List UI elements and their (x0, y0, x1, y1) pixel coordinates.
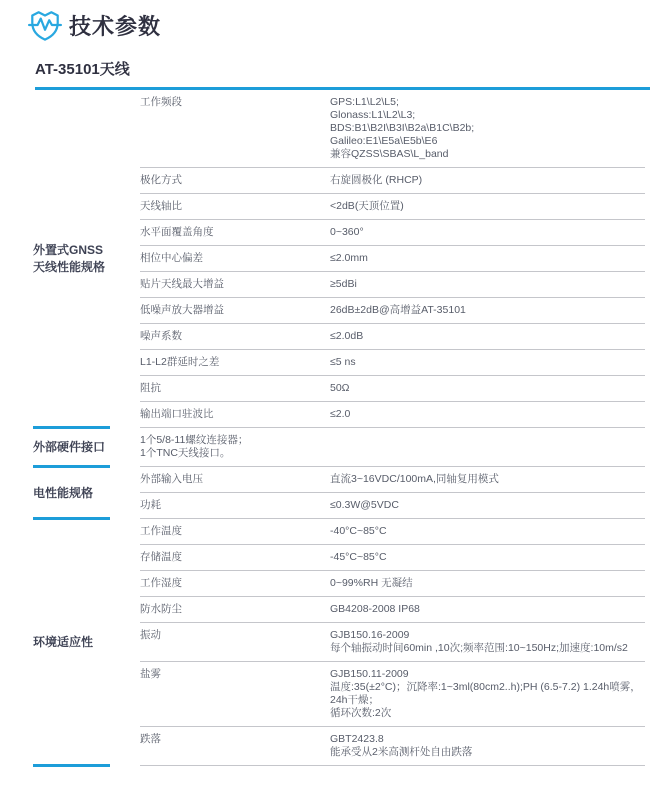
section-label-line: 外置式GNSS (33, 243, 104, 257)
spec-name: 相位中心偏差 (140, 252, 203, 264)
spec-name: 工作湿度 (140, 577, 182, 589)
spec-row (140, 545, 645, 571)
spec-row (140, 90, 645, 168)
spec-value-line: 1个5/8-11螺纹连接器； (140, 434, 249, 446)
spec-value-line: ≤2.0dB (330, 330, 364, 342)
spec-name: 贴片天线最大增益 (140, 278, 224, 290)
spec-value-line: 每个轴振动时间60min ,10次;频率范围:10~150Hz;加速度:10m/s2 (330, 642, 628, 654)
spec-value-line: ≤5 ns (330, 356, 356, 368)
spec-value-line: GB4208-2008 IP68 (330, 603, 420, 615)
spec-row (140, 727, 645, 766)
shield-pulse-icon (28, 7, 62, 43)
spec-value-line: Galileo:E1\E5a\E5b\E6 (330, 135, 438, 147)
spec-value (330, 551, 645, 564)
spec-value (330, 96, 645, 161)
spec-row (140, 246, 645, 272)
spec-name: 天线轴比 (140, 200, 182, 212)
spec-value (330, 278, 645, 291)
spec-value-line: ≥5dBi (330, 278, 357, 290)
spec-value (330, 252, 645, 265)
section-rows (140, 519, 645, 766)
spec-name: 噪声系数 (140, 330, 182, 342)
spec-value-line: 0~360° (330, 226, 364, 238)
section-sidebar (33, 519, 140, 766)
spec-value (330, 200, 645, 213)
section-rows (140, 428, 645, 467)
spec-value (330, 603, 645, 616)
spec-name: 极化方式 (140, 174, 182, 186)
spec-value (330, 473, 645, 486)
spec-name: 工作温度 (140, 525, 182, 537)
spec-value (330, 356, 645, 369)
spec-row (140, 194, 645, 220)
spec-name: 阻抗 (140, 382, 161, 394)
spec-value (330, 330, 645, 343)
spec-value-line: 26dB±2dB@高增益AT-35101 (330, 304, 466, 316)
spec-value-line: ≤2.0 (330, 408, 351, 420)
spec-value (330, 304, 645, 317)
spec-name: 工作频段 (140, 96, 182, 108)
section-label-line: 外部硬件接口 (33, 440, 106, 454)
spec-value-line: 能承受从2米高测杆处自由跌落 (330, 746, 473, 758)
spec-name: 盐雾 (140, 668, 161, 680)
section-label (33, 242, 140, 276)
section-label (33, 439, 140, 456)
spec-value-line: <2dB(天顶位置) (330, 200, 404, 212)
spec-row (140, 662, 645, 727)
spec-row (140, 402, 645, 428)
section-sidebar (33, 90, 140, 428)
spec-value-line: 右旋圆极化 (RHCP) (330, 174, 423, 186)
spec-value-line: 温度:35(±2°C)；沉降率:1~3ml(80cm2..h);PH (6.5-7.2) 1.24h喷雾， (330, 681, 641, 693)
spec-name: 水平面覆盖角度 (140, 226, 214, 238)
spec-row (140, 597, 645, 623)
spec-value-line: GJB150.11-2009 (330, 668, 409, 680)
spec-value (330, 525, 645, 538)
section-sidebar (33, 428, 140, 467)
spec-value-line: 循环次数:2次 (330, 707, 392, 719)
page-title: 技术参数 (69, 13, 162, 39)
spec-value (330, 577, 645, 590)
spec-value-line: GBT2423.8 (330, 733, 384, 745)
section-sidebar (33, 467, 140, 519)
spec-value (330, 174, 645, 187)
spec-name: 低噪声放大器增益 (140, 304, 224, 316)
spec-table (33, 90, 645, 766)
spec-row (140, 376, 645, 402)
spec-section (33, 428, 645, 467)
spec-value-line: -45°C~85°C (330, 551, 387, 563)
spec-value-line: GPS:L1\L2\L5; (330, 96, 399, 108)
spec-value (330, 629, 645, 655)
spec-name: 跌落 (140, 733, 161, 745)
section-label (33, 634, 140, 651)
spec-value-line: -40°C~85°C (330, 525, 387, 537)
spec-name: 防水防尘 (140, 603, 182, 615)
spec-value-line: 0~99%RH 无凝结 (330, 577, 413, 589)
spec-row (140, 220, 645, 246)
page-header (28, 7, 663, 43)
section-divider (33, 764, 110, 767)
spec-section (33, 467, 645, 519)
section-label-line: 电性能规格 (33, 485, 94, 500)
spec-name: 振动 (140, 629, 161, 641)
spec-value-line: 1个TNC天线接口。 (140, 447, 231, 459)
spec-row (140, 272, 645, 298)
spec-value-line: 24h干燥； (330, 694, 380, 706)
section-rows (140, 90, 645, 428)
spec-value (330, 382, 645, 395)
spec-value (330, 668, 645, 720)
spec-name: 功耗 (140, 499, 161, 511)
spec-value-line: GJB150.16-2009 (330, 629, 410, 641)
spec-value (140, 434, 645, 460)
spec-value-line: 50Ω (330, 382, 350, 394)
spec-value (330, 408, 645, 421)
spec-value-line: ≤2.0mm (330, 252, 368, 264)
spec-row (140, 623, 645, 662)
product-name: AT-35101天线 (35, 61, 130, 78)
spec-row (140, 350, 645, 376)
section-label (33, 485, 140, 502)
spec-section (33, 519, 645, 766)
section-label-line: 天线性能规格 (33, 260, 106, 274)
spec-value-line: 兼容QZSS\SBAS\L_band (330, 148, 449, 160)
spec-value (330, 499, 645, 512)
spec-value (330, 733, 645, 759)
spec-name: 外部输入电压 (140, 473, 203, 485)
spec-name: 存储温度 (140, 551, 182, 563)
spec-name: 输出端口驻波比 (140, 408, 214, 420)
spec-row (140, 467, 645, 493)
spec-value (330, 226, 645, 239)
spec-value-line: BDS:B1\B2I\B3I\B2a\B1C\B2b; (330, 122, 475, 134)
section-rows (140, 467, 645, 519)
spec-row (140, 168, 645, 194)
spec-row (140, 571, 645, 597)
spec-row (140, 519, 645, 545)
spec-row (140, 428, 645, 467)
spec-name: L1-L2群延时之差 (140, 356, 220, 368)
section-label-line: 环境适应性 (33, 635, 94, 649)
spec-value-line: ≤0.3W@5VDC (330, 499, 399, 511)
spec-row (140, 298, 645, 324)
spec-section (33, 90, 645, 428)
spec-row (140, 324, 645, 350)
spec-value-line: 直流3~16VDC/100mA,同轴复用模式 (330, 473, 499, 485)
spec-row (140, 493, 645, 519)
spec-value-line: Glonass:L1\L2\L3; (330, 109, 416, 121)
